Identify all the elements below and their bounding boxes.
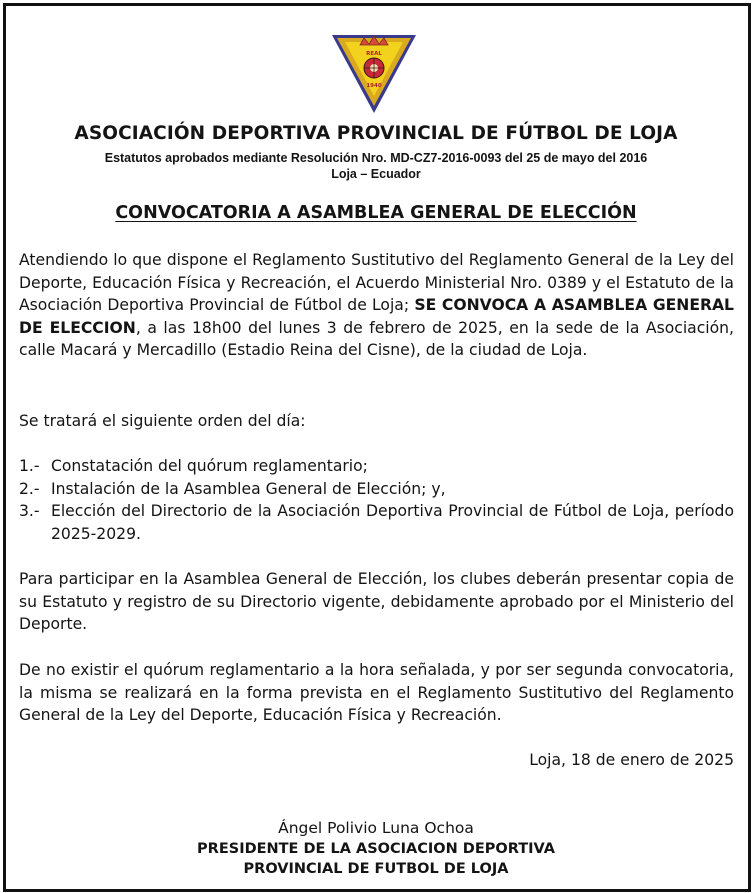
location-line: Loja – Ecuador	[331, 167, 421, 181]
agenda-intro: Se tratará el siguiente orden del día:	[19, 412, 306, 430]
football-icon	[364, 58, 384, 78]
agenda-item-number: 1.-	[19, 457, 40, 475]
agenda-item-text: Constatación del quórum reglamentario;	[51, 457, 368, 475]
organization-title: ASOCIACIÓN DEPORTIVA PROVINCIAL DE FÚTBOL DE LOJA	[74, 123, 678, 144]
agenda-item-number: 2.-	[19, 479, 40, 498]
signatory-role-line2: PROVINCIAL DE FUTBOL DE LOJA	[243, 861, 509, 877]
document-title: CONVOCATORIA A ASAMBLEA GENERAL DE ELECCIÓN	[115, 203, 637, 223]
participation-paragraph: Para participar en la Asamblea General de Elección, los clubes deberán presentar copia de su Estatuto y registro de su Directorio vigente, debidamente aprobado por el Ministerio del Deporte.	[19, 570, 734, 633]
quorum-paragraph: De no existir el quórum reglamentario a la hora señalada, y por ser segunda convocatoria, la misma se realizará en la forma prevista en el Reglamento Sustitutivo del Reglamento General de la Ley del Deporte, Educación Física y Recreación.	[19, 661, 734, 724]
statutes-line: Estatutos aprobados mediante Resolución Nro. MD-CZ7-2016-0093 del 25 de mayo del 2016	[104, 151, 648, 165]
signatory-name: Ángel Polivio Luna Ochoa	[278, 819, 474, 837]
date-line: Loja, 18 de enero de 2025	[529, 751, 734, 769]
signatory-role-line1: PRESIDENTE DE LA ASOCIACION DEPORTIVA	[197, 841, 555, 857]
crest-top-text: REAL	[366, 51, 382, 57]
crest-year-text: 1940	[366, 83, 382, 89]
intro-text: Atendiendo lo que dispone el Reglamento Sustitutivo del Reglamento General de la Ley del Deporte, Educación Física y Recreación, el Acuerdo Ministerial Nro. 0389 y el Estatuto de la Asociación Deportiva Provincial de Fútbol de Loja;	[19, 251, 734, 314]
agenda-item-number: 3.-	[19, 502, 40, 520]
agenda-list	[19, 455, 734, 545]
agenda-item	[19, 455, 734, 478]
agenda-item-text: Instalación de la Asamblea General de Elección; y,	[51, 479, 446, 498]
agenda-item	[19, 500, 734, 545]
association-crest-logo	[328, 25, 420, 117]
intro-details: , a las 18h00 del lunes 3 de febrero de 2025, en la sede de la Asociación, calle Macará y Mercadillo (Estadio Reina del Cisne), de la ciudad de Loja.	[19, 318, 734, 359]
intro-paragraph	[19, 249, 734, 362]
convocation-statement: SE CONVOCA A ASAMBLEA GENERAL DE ELECCION	[19, 296, 734, 337]
agenda-item-text: Elección del Directorio de la Asociación Deportiva Provincial de Fútbol de Loja, período 2025-2029.	[51, 502, 734, 543]
agenda-item	[19, 478, 734, 501]
